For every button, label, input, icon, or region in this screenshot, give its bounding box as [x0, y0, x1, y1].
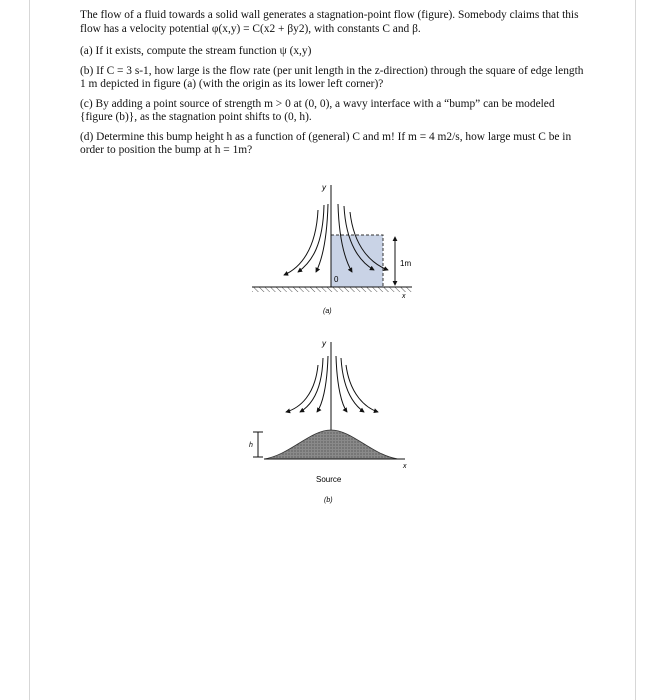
streamline [341, 358, 364, 412]
page-right-border [635, 0, 636, 700]
figure-a [252, 183, 412, 315]
dimension-label: 1m [400, 259, 412, 268]
y-label-b: y [322, 339, 326, 348]
streamline [346, 365, 378, 412]
figures [240, 175, 430, 515]
part-b: (b) If C = 3 s-1, how large is the flow rate (per unit length in the z-direction) through the square of edge length 1 m depicted in figure (a) (with the origin as its lower left corner)? [80, 64, 584, 90]
square-region [331, 235, 383, 287]
problem-text [80, 9, 586, 164]
part-c: (c) By adding a point source of strength m > 0 at (0, 0), a wavy interface with a “bump” can be modeled {figure (b)}, as the stagnation point shifts to (0, h). [80, 97, 555, 123]
h-label: h [249, 442, 253, 449]
source-label: Source [316, 475, 342, 484]
figure-b-caption: (b) [324, 497, 333, 504]
page-left-border [29, 0, 30, 700]
part-a: (a) If it exists, compute the stream function ψ (x,y) [80, 45, 312, 57]
figure-a-caption: (a) [323, 308, 332, 315]
problem-intro: The flow of a fluid towards a solid wall generates a stagnation-point flow (figure). Somebody claims that this flow has a velocity potential φ(x,y) = C(x2 + βy2), with constants C and β. [80, 9, 579, 35]
figure-b [249, 339, 407, 504]
streamline [286, 365, 318, 412]
bump-interface [264, 430, 398, 459]
y-label-a: y [322, 183, 326, 192]
streamline [284, 210, 318, 275]
origin-label: 0 [334, 275, 339, 284]
ground-wall-a [252, 287, 412, 292]
streamline [300, 358, 323, 412]
x-label-a: x [402, 293, 406, 300]
part-d: (d) Determine this bump height h as a function of (general) C and m! If m = 4 m2/s, how large must C be in order to position the bump at h = 1m? [80, 130, 572, 156]
x-label-b: x [403, 463, 407, 470]
